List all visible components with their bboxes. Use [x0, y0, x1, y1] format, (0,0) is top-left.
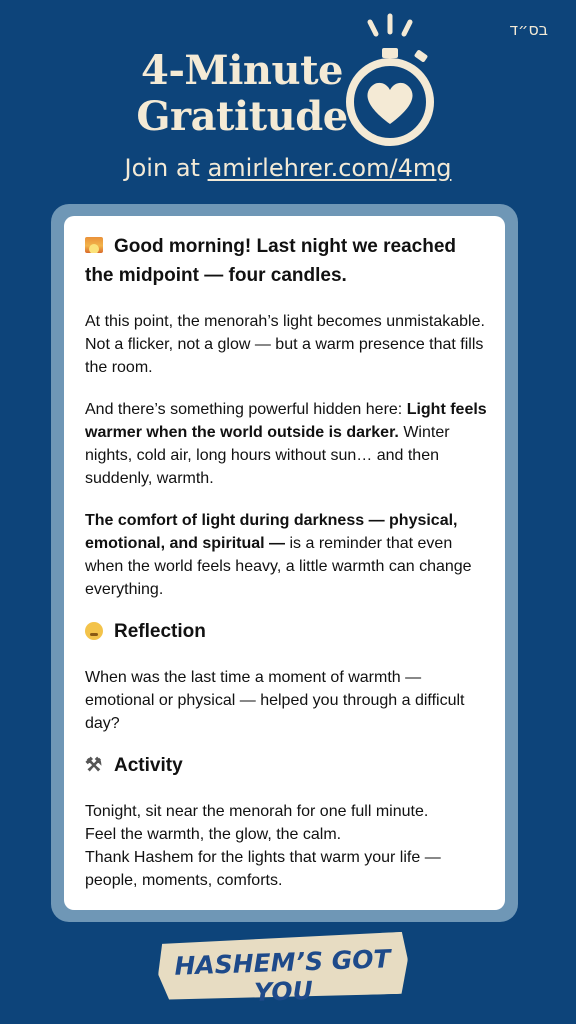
- message-card: [64, 216, 505, 910]
- activity-line-1: Tonight, sit near the menorah for one full minute.: [85, 803, 429, 820]
- card-heading: [85, 232, 487, 290]
- paragraph-2-bold: Light feels warmer when the world outside is darker.: [85, 401, 487, 441]
- activity-heading-text: Activity: [114, 755, 183, 776]
- paragraph-2: [85, 398, 487, 490]
- join-link[interactable]: amirlehrer.com/4mg: [207, 154, 452, 182]
- reflection-heading-text: Reflection: [114, 621, 206, 642]
- title-line-1: 4-Minute: [141, 47, 343, 94]
- paragraph-3: [85, 509, 487, 601]
- paragraph-2-end: Winter nights, cold air, long hours without sun… and then suddenly, warmth.: [85, 424, 450, 487]
- app-title: [112, 48, 372, 140]
- join-line: [0, 154, 576, 182]
- reflection-text: When was the last time a moment of warmth — emotional or physical — helped you through a difficult day?: [85, 669, 465, 732]
- activity-line-3: Thank Hashem for the lights that warm your life — people, moments, comforts.: [85, 849, 441, 889]
- bsd-header: בס״ד: [509, 20, 548, 39]
- reflection-heading: [85, 620, 487, 644]
- stopwatch-heart-icon: [344, 12, 440, 152]
- activity-heading: [85, 754, 487, 778]
- paragraph-1: At this point, the menorah’s light becomes unmistakable. Not a flicker, not a glow — but a warm presence that fills the room.: [85, 313, 485, 376]
- paragraph-2-start: And there’s something powerful hidden here:: [85, 401, 407, 418]
- paragraph-3-bold: The comfort of light during darkness — physical, emotional, and spiritual —: [85, 512, 458, 552]
- paragraph-3-end: is a reminder that even when the world feels heavy, a little warmth can change everything.: [85, 535, 472, 598]
- join-prefix: Join at: [124, 154, 208, 182]
- activity-line-2: Feel the warmth, the glow, the calm.: [85, 826, 342, 843]
- tagline: HASHEM’S GOT YOU: [173, 944, 392, 1008]
- tools-icon: ⚒: [85, 755, 103, 776]
- card-heading-text: Good morning! Last night we reached the midpoint — four candles.: [85, 236, 457, 286]
- activity-text: [85, 800, 487, 892]
- thinking-face-icon: [85, 620, 105, 644]
- sunrise-icon: [85, 232, 105, 261]
- title-line-2: Gratitude: [136, 93, 348, 140]
